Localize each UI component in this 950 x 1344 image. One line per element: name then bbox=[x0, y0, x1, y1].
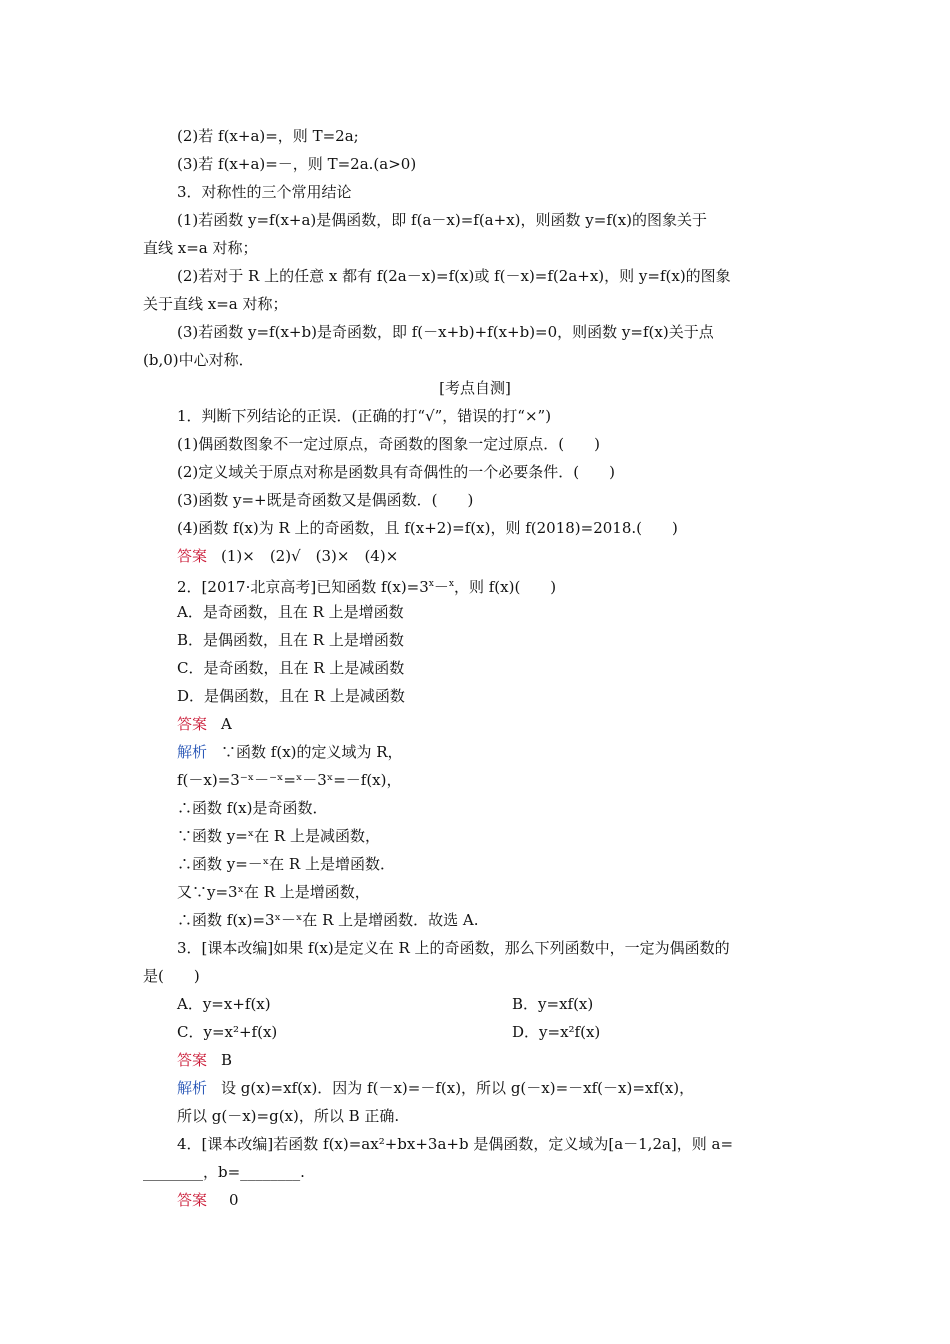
answer-label: 答案 bbox=[177, 1191, 208, 1209]
text-line: 直线 x=a 对称； bbox=[143, 239, 258, 257]
question-2-analysis bbox=[177, 742, 403, 762]
question-1-item: (1)偶函数图象不一定过原点，奇函数的图象一定过原点．( ) bbox=[177, 435, 600, 453]
option-d: D．y=x²f(x) bbox=[512, 1023, 601, 1041]
text-line: 3．对称性的三个常用结论 bbox=[177, 183, 352, 201]
option-c: C．是奇函数，且在 R 上是减函数 bbox=[177, 659, 405, 677]
analysis-text: ∵函数 f(x)的定义域为 R， bbox=[221, 743, 403, 761]
analysis-line: 所以 g(－x)=g(x)，所以 B 正确. bbox=[177, 1107, 400, 1125]
question-4-stem: ________，b=________. bbox=[143, 1163, 305, 1181]
analysis-line: ∴函数 f(x)=3ˣ－ˣ在 R 上是增函数．故选 A. bbox=[177, 911, 479, 929]
question-1-item: (3)函数 y=+既是奇函数又是偶函数．( ) bbox=[177, 491, 474, 509]
question-2-stem: 2．[2017·北京高考]已知函数 $f(x)=3^x-^x$，则 f(x)( ) bbox=[177, 578, 557, 596]
answer-text: A bbox=[221, 715, 232, 733]
option-b: B．y=xf(x) bbox=[512, 995, 594, 1013]
question-4-answer bbox=[177, 1190, 239, 1210]
analysis-label: 解析 bbox=[177, 1079, 208, 1097]
question-1-item: (4)函数 f(x)为 R 上的奇函数，且 f(x+2)=f(x)，则 f(2018)=2018.( ) bbox=[177, 519, 678, 537]
question-3-stem: 3．[课本改编]如果 f(x)是定义在 R 上的奇函数，那么下列函数中，一定为偶函数的 bbox=[177, 939, 730, 957]
answer-label: 答案 bbox=[177, 547, 208, 565]
analysis-line: ∴函数 f(x)是奇函数． bbox=[177, 799, 328, 817]
answer-text: 0 bbox=[229, 1191, 239, 1209]
text-line: (b,0)中心对称． bbox=[143, 351, 254, 369]
analysis-line: f(－x)=3⁻ˣ－⁻ˣ=ˣ－3ˣ=－f(x)， bbox=[177, 771, 402, 789]
question-4-stem: 4．[课本改编]若函数 f(x)=ax²+bx+3a+b 是偶函数，定义域为[a－1,2a]，则 a= bbox=[177, 1135, 734, 1153]
question-3-answer bbox=[177, 1050, 232, 1070]
text-line: (1)若函数 y=f(x+a)是偶函数，即 f(a－x)=f(a+x)，则函数 y=f(x)的图象关于 bbox=[177, 211, 708, 229]
question-1-answer bbox=[177, 546, 398, 566]
option-d: D．是偶函数，且在 R 上是减函数 bbox=[177, 687, 405, 705]
text-line: (3)若函数 y=f(x+b)是奇函数，即 f(－x+b)+f(x+b)=0，则函数 y=f(x)关于点 bbox=[177, 323, 714, 341]
answer-text: B bbox=[221, 1051, 233, 1069]
answer-label: 答案 bbox=[177, 715, 208, 733]
text-line: 关于直线 x=a 对称； bbox=[143, 295, 288, 313]
analysis-line: 又∵y=3ˣ在 R 上是增函数， bbox=[177, 883, 370, 901]
analysis-label: 解析 bbox=[177, 743, 208, 761]
option-b: B．是偶函数，且在 R 上是增函数 bbox=[177, 631, 404, 649]
text-line: (3)若 f(x+a)=－，则 T=2a.(a>0) bbox=[177, 155, 417, 173]
text-line: (2)若对于 R 上的任意 x 都有 f(2a－x)=f(x)或 f(－x)=f(2a+x)，则 y=f(x)的图象 bbox=[177, 267, 731, 285]
analysis-line: ∴函数 y=－ˣ在 R 上是增函数． bbox=[177, 855, 395, 873]
question-1-item: (2)定义域关于原点对称是函数具有奇偶性的一个必要条件．( ) bbox=[177, 463, 615, 481]
answer-label: 答案 bbox=[177, 1051, 208, 1069]
question-1-stem: 1．判断下列结论的正误．(正确的打“√”，错误的打“×”) bbox=[177, 407, 552, 425]
section-title: [考点自测] bbox=[439, 379, 511, 397]
analysis-line: ∵函数 y=ˣ在 R 上是减函数， bbox=[177, 827, 380, 845]
option-c: C．y=x²+f(x) bbox=[177, 1023, 278, 1041]
answer-text: (1)× (2)√ (3)× (4)× bbox=[221, 547, 399, 565]
analysis-text: 设 g(x)=xf(x)．因为 f(－x)=－f(x)，所以 g(－x)=－xf(－x)=xf(x)， bbox=[221, 1079, 695, 1097]
question-3-analysis bbox=[177, 1078, 694, 1098]
text-line: (2)若 f(x+a)=，则 T=2a; bbox=[177, 127, 359, 145]
option-a: A．是奇函数，且在 R 上是增函数 bbox=[177, 603, 404, 621]
question-2-answer bbox=[177, 714, 232, 734]
question-3-stem: 是( ) bbox=[143, 967, 200, 985]
option-a: A．y=x+f(x) bbox=[177, 995, 271, 1013]
